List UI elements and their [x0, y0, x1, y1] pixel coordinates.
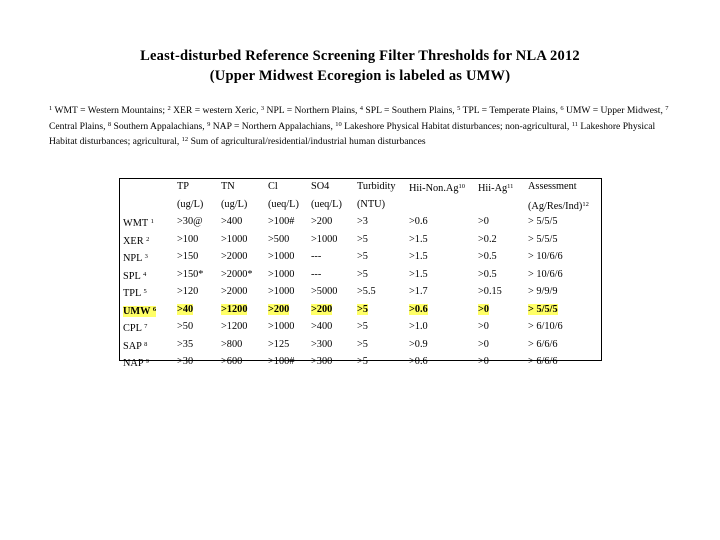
footnote-number: 7	[665, 105, 669, 112]
threshold-cell: > 5/5/5	[528, 216, 558, 227]
column-header: (NTU)	[357, 198, 386, 210]
footnote-number: 11	[571, 120, 578, 128]
footnote-text: WMT = Western Mountains;	[52, 105, 168, 116]
column-header: Hii-Non.Ag$^{10}$	[409, 183, 465, 194]
table-row	[120, 267, 598, 285]
table-row	[120, 302, 598, 320]
footnote-number: 8	[107, 120, 112, 128]
ecoregion-label: UMW $^6$	[123, 305, 157, 317]
threshold-cell: >50	[177, 321, 194, 332]
column-header: $(Ag/Res/Ind)^{12}$	[528, 200, 589, 212]
threshold-cell: > 5/5/5	[528, 303, 558, 315]
footnote-number: 10	[335, 120, 342, 128]
table-row	[120, 337, 598, 355]
threshold-cell: > 6/10/6	[528, 321, 563, 332]
threshold-cell: >150	[177, 251, 199, 262]
footnote-number: 1	[49, 105, 53, 112]
table-row	[120, 232, 598, 250]
threshold-cell: >0.6	[409, 356, 428, 367]
threshold-cell: >2000	[221, 251, 248, 262]
threshold-cell: >1.5	[409, 268, 428, 280]
column-header	[478, 197, 528, 215]
ecoregion-label: SPL $^4$	[123, 270, 147, 282]
threshold-cell: >5000	[311, 286, 338, 297]
threshold-cell: >150*	[177, 268, 204, 280]
column-header	[409, 197, 478, 215]
threshold-cell: >5	[357, 356, 368, 367]
table-row	[120, 214, 598, 232]
threshold-cell: >0.5	[478, 251, 497, 262]
column-header: (ug/L)	[221, 198, 248, 210]
threshold-cell: >1.0	[409, 321, 428, 332]
threshold-cell: >1200	[221, 303, 248, 315]
ecoregion-label: TPL $^5$	[123, 288, 147, 299]
threshold-cell: >2000	[221, 286, 248, 297]
ecoregion-label: XER $^2$	[123, 235, 150, 247]
threshold-cell: >5	[357, 321, 368, 332]
column-header: TP	[177, 181, 190, 192]
threshold-cell: > 6/6/6	[528, 338, 558, 350]
footnote-text: Lakeshore Physical Habitat disturbances; non-agricultural,	[341, 120, 572, 132]
header-row-1	[120, 179, 598, 197]
threshold-cell: >300	[311, 338, 333, 350]
threshold-cell: >0.9	[409, 338, 428, 350]
column-header: Hii-Ag$^{11}$	[478, 183, 514, 194]
threshold-cell: >100#	[268, 216, 295, 227]
threshold-cell: >1000	[221, 233, 248, 245]
column-header: Cl	[268, 181, 278, 192]
footnote-text: XER = western Xeric,	[170, 105, 261, 116]
footnote-text: Central Plains,	[49, 120, 108, 132]
thresholds-table	[119, 178, 602, 369]
table-row	[120, 249, 598, 267]
threshold-cell: >0	[478, 303, 490, 315]
footnote-text: TPL = Temperate Plains,	[460, 105, 561, 116]
header-blank-cell	[120, 197, 177, 215]
threshold-cell: >0.15	[478, 286, 502, 297]
threshold-cell: >0	[478, 356, 489, 367]
threshold-cell: >1000	[268, 268, 295, 280]
threshold-cell: >3	[357, 216, 368, 227]
threshold-cell: >125	[268, 338, 290, 350]
threshold-cell: >1200	[221, 321, 248, 332]
threshold-cell: >400	[311, 321, 333, 332]
threshold-cell: >0	[478, 216, 489, 227]
footnote-number: 4	[359, 105, 364, 112]
threshold-cell: >600	[221, 356, 243, 367]
footnote-text: Southern Appalachians,	[111, 120, 208, 132]
title-line-2: (Upper Midwest Ecoregion is labeled as UMW)	[209, 68, 511, 84]
threshold-cell: ---	[311, 251, 322, 262]
column-header: (ueq/L)	[268, 198, 299, 210]
ecoregion-label: SAP $^8$	[123, 340, 148, 352]
footnote-text: Sum of agricultural/residential/industrial human disturbances	[188, 136, 426, 147]
threshold-cell: >0.5	[478, 268, 497, 280]
column-header: (ueq/L)	[311, 198, 342, 210]
threshold-cell: >1000	[311, 233, 338, 245]
threshold-cell: >40	[177, 303, 194, 315]
threshold-cell: >1000	[268, 286, 295, 297]
threshold-cell: >0.6	[409, 216, 428, 227]
footnote-number: 9	[207, 120, 211, 128]
column-header: TN	[221, 181, 235, 192]
threshold-cell: >300	[311, 356, 333, 367]
threshold-cell: > 5/5/5	[528, 233, 558, 245]
footnote-number: 12	[181, 136, 189, 143]
threshold-cell: >2000*	[221, 268, 253, 280]
threshold-cell: >5	[357, 233, 368, 245]
threshold-cell: >1000	[268, 321, 295, 332]
threshold-cell: >1.5	[409, 251, 428, 262]
ecoregion-label: CPL $^7$	[123, 323, 148, 334]
threshold-cell: >5	[357, 268, 368, 280]
threshold-cell: ---	[311, 268, 322, 280]
title-line-1: Least-disturbed Reference Screening Filter Thresholds for NLA 2012	[140, 48, 580, 64]
column-header: SO4	[311, 181, 330, 192]
column-header: (ug/L)	[177, 198, 204, 210]
threshold-cell: >400	[221, 216, 243, 227]
ecoregion-label: NPL $^3$	[123, 253, 148, 264]
threshold-cell: >30@	[177, 216, 203, 227]
threshold-cell: >200	[311, 303, 333, 315]
footnote-number: 2	[167, 105, 171, 112]
threshold-cell: >200	[311, 216, 333, 227]
threshold-cell: >30	[177, 356, 194, 367]
header-blank-cell	[120, 179, 177, 197]
document-title	[0, 46, 720, 86]
threshold-cell: >1000	[268, 251, 295, 262]
threshold-cell: >500	[268, 233, 290, 245]
table-row	[120, 284, 598, 302]
footnote-text: Lakeshore Physical Habitat disturbances; agricultural,	[49, 120, 656, 147]
threshold-cell: >100	[177, 233, 199, 245]
column-header: Assessment	[528, 181, 577, 192]
threshold-cell: >1.7	[409, 286, 428, 297]
threshold-cell: >0	[478, 321, 489, 332]
ecoregion-label: NAP $^9$	[123, 358, 150, 369]
footnote-text: NPL = Northern Plains,	[264, 105, 360, 116]
threshold-cell: >800	[221, 338, 243, 350]
footnotes	[49, 102, 684, 149]
threshold-cell: > 6/6/6	[528, 356, 558, 367]
footnote-number: 5	[457, 105, 461, 112]
column-header: Turbidity	[357, 181, 396, 192]
threshold-cell: >5.5	[357, 286, 376, 297]
threshold-cell: > 9/9/9	[528, 286, 558, 297]
footnote-text: SPL = Southern Plains,	[363, 105, 458, 116]
threshold-cell: >1.5	[409, 233, 428, 245]
footnote-number: 3	[260, 105, 265, 112]
table-row	[120, 319, 598, 337]
ecoregion-label: WMT $^1$	[123, 218, 154, 229]
threshold-cell: >35	[177, 338, 194, 350]
threshold-cell: > 10/6/6	[528, 251, 563, 262]
footnote-number: 6	[560, 105, 564, 112]
threshold-cell: >0.6	[409, 303, 428, 315]
table-row	[120, 354, 598, 372]
threshold-cell: >5	[357, 303, 369, 315]
threshold-cell: >120	[177, 286, 199, 297]
footnote-text: UMW = Upper Midwest,	[563, 105, 666, 116]
threshold-cell: >200	[268, 303, 290, 315]
header-row-2	[120, 197, 598, 215]
footnote-text: NAP = Northern Appalachians,	[210, 120, 336, 132]
threshold-cell: >100#	[268, 356, 295, 367]
threshold-cell: >5	[357, 338, 368, 350]
threshold-cell: >0	[478, 338, 489, 350]
threshold-cell: > 10/6/6	[528, 268, 563, 280]
threshold-cell: >0.2	[478, 233, 497, 245]
threshold-cell: >5	[357, 251, 368, 262]
